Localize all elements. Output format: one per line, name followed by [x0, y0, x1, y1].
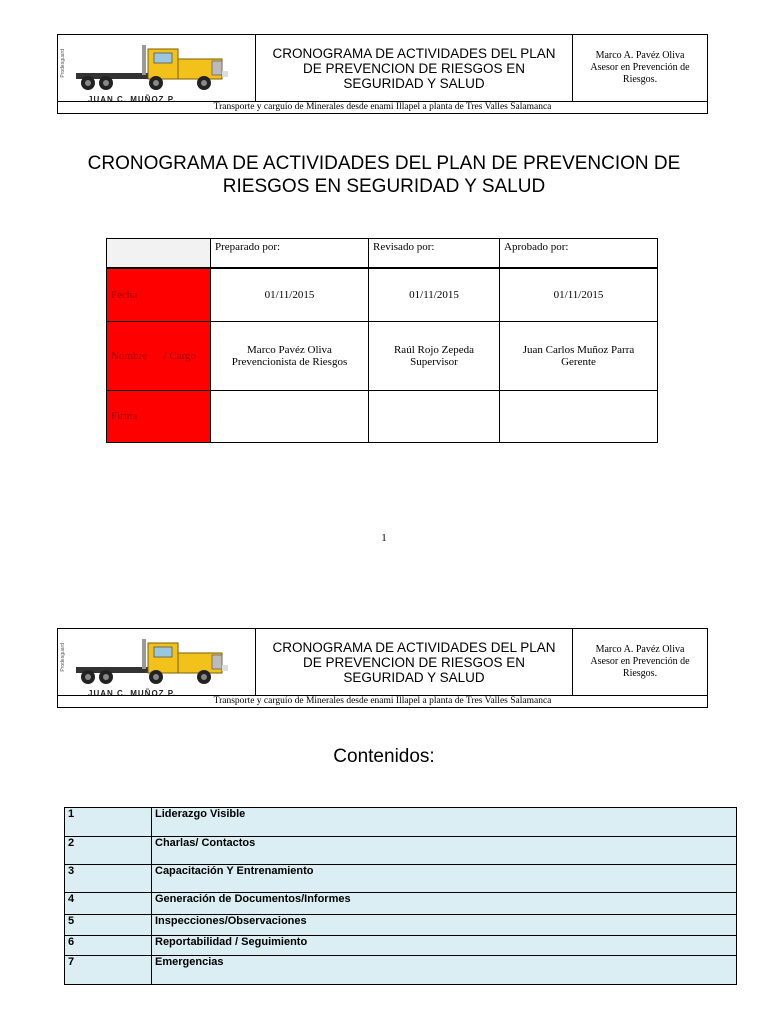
company-logo: [58, 35, 256, 101]
author-role: Asesor en Prevención de Riesgos.: [590, 656, 690, 679]
toc-item: Emergencias: [152, 956, 737, 985]
author-name: Marco A. Pavéz Oliva: [595, 50, 685, 61]
prepared-role: Prevencionista de Riesgos: [231, 355, 348, 368]
nombre-prepared: [211, 321, 369, 390]
toc-num: 1: [65, 808, 152, 837]
company-logo: [58, 629, 256, 695]
truck-icon: [72, 43, 248, 95]
logo-side-text: Prodesguard: [60, 643, 66, 672]
toc-item: Capacitación Y Entrenamiento: [152, 865, 737, 893]
toc-num: 4: [65, 893, 152, 915]
firma-prepared: [211, 390, 369, 442]
header-blank-cell: [107, 239, 211, 269]
toc-item: Inspecciones/Observaciones: [152, 915, 737, 936]
fecha-approved: 01/11/2015: [500, 268, 658, 321]
header-author: [573, 629, 707, 695]
nombre-reviewed: [369, 321, 500, 390]
document-title: CRONOGRAMA DE ACTIVIDADES DEL PLAN DE PREVENCION DE RIESGOS EN SEGURIDAD Y SALUD: [87, 153, 681, 197]
row-label-nombre: Nombre / Cargo: [107, 321, 211, 390]
fecha-reviewed: 01/11/2015: [369, 268, 500, 321]
col-reviewed: Revisado por:: [369, 239, 500, 269]
row-label-firma: Firma: [107, 390, 211, 442]
toc-num: 7: [65, 956, 152, 985]
nombre-approved: [500, 321, 658, 390]
col-prepared: Preparado por:: [211, 239, 369, 269]
toc-item: Charlas/ Contactos: [152, 837, 737, 865]
page-number: 1: [381, 532, 387, 544]
page-header-1: [57, 34, 708, 114]
logo-name: JUAN C. MUÑOZ P.: [88, 689, 177, 695]
prepared-name: Marco Pavéz Oliva: [247, 343, 332, 356]
row-label-fecha: Fecha: [107, 268, 211, 321]
header-subtitle: Transporte y carguío de Minerales desde enami Illapel a planta de Tres Valles Salamanca: [213, 102, 552, 112]
reviewed-name: Raúl Rojo Zepeda: [393, 343, 475, 356]
header-subtitle: Transporte y carguío de Minerales desde enami Illapel a planta de Tres Valles Salamanca: [213, 696, 552, 706]
firma-reviewed: [369, 390, 500, 442]
page-header-2: [57, 628, 708, 708]
toc-num: 6: [65, 936, 152, 956]
contents-title: Contenidos:: [333, 746, 435, 767]
toc-item: Reportabilidad / Seguimiento: [152, 936, 737, 956]
reviewed-role: Supervisor: [410, 355, 458, 368]
contents-table: [64, 807, 737, 985]
fecha-prepared: 01/11/2015: [211, 268, 369, 321]
toc-num: 3: [65, 865, 152, 893]
toc-item: Generación de Documentos/Informes: [152, 893, 737, 915]
truck-icon: [72, 637, 248, 689]
toc-num: 2: [65, 837, 152, 865]
author-name: Marco A. Pavéz Oliva: [595, 644, 685, 655]
toc-num: 5: [65, 915, 152, 936]
approved-role: Gerente: [561, 355, 596, 368]
toc-item: Liderazgo Visible: [152, 808, 737, 837]
firma-approved: [500, 390, 658, 442]
approval-table: [106, 238, 658, 443]
logo-side-text: Prodesguard: [60, 49, 66, 78]
header-title: CRONOGRAMA DE ACTIVIDADES DEL PLAN DE PREVENCION DE RIESGOS EN SEGURIDAD Y SALUD: [256, 35, 573, 101]
header-title: CRONOGRAMA DE ACTIVIDADES DEL PLAN DE PREVENCION DE RIESGOS EN SEGURIDAD Y SALUD: [256, 629, 573, 695]
header-author: [573, 35, 707, 101]
logo-name: JUAN C. MUÑOZ P.: [88, 95, 177, 101]
author-role: Asesor en Prevención de Riesgos.: [590, 62, 690, 85]
col-approved: Aprobado por:: [500, 239, 658, 269]
approved-name: Juan Carlos Muñoz Parra: [522, 343, 635, 356]
